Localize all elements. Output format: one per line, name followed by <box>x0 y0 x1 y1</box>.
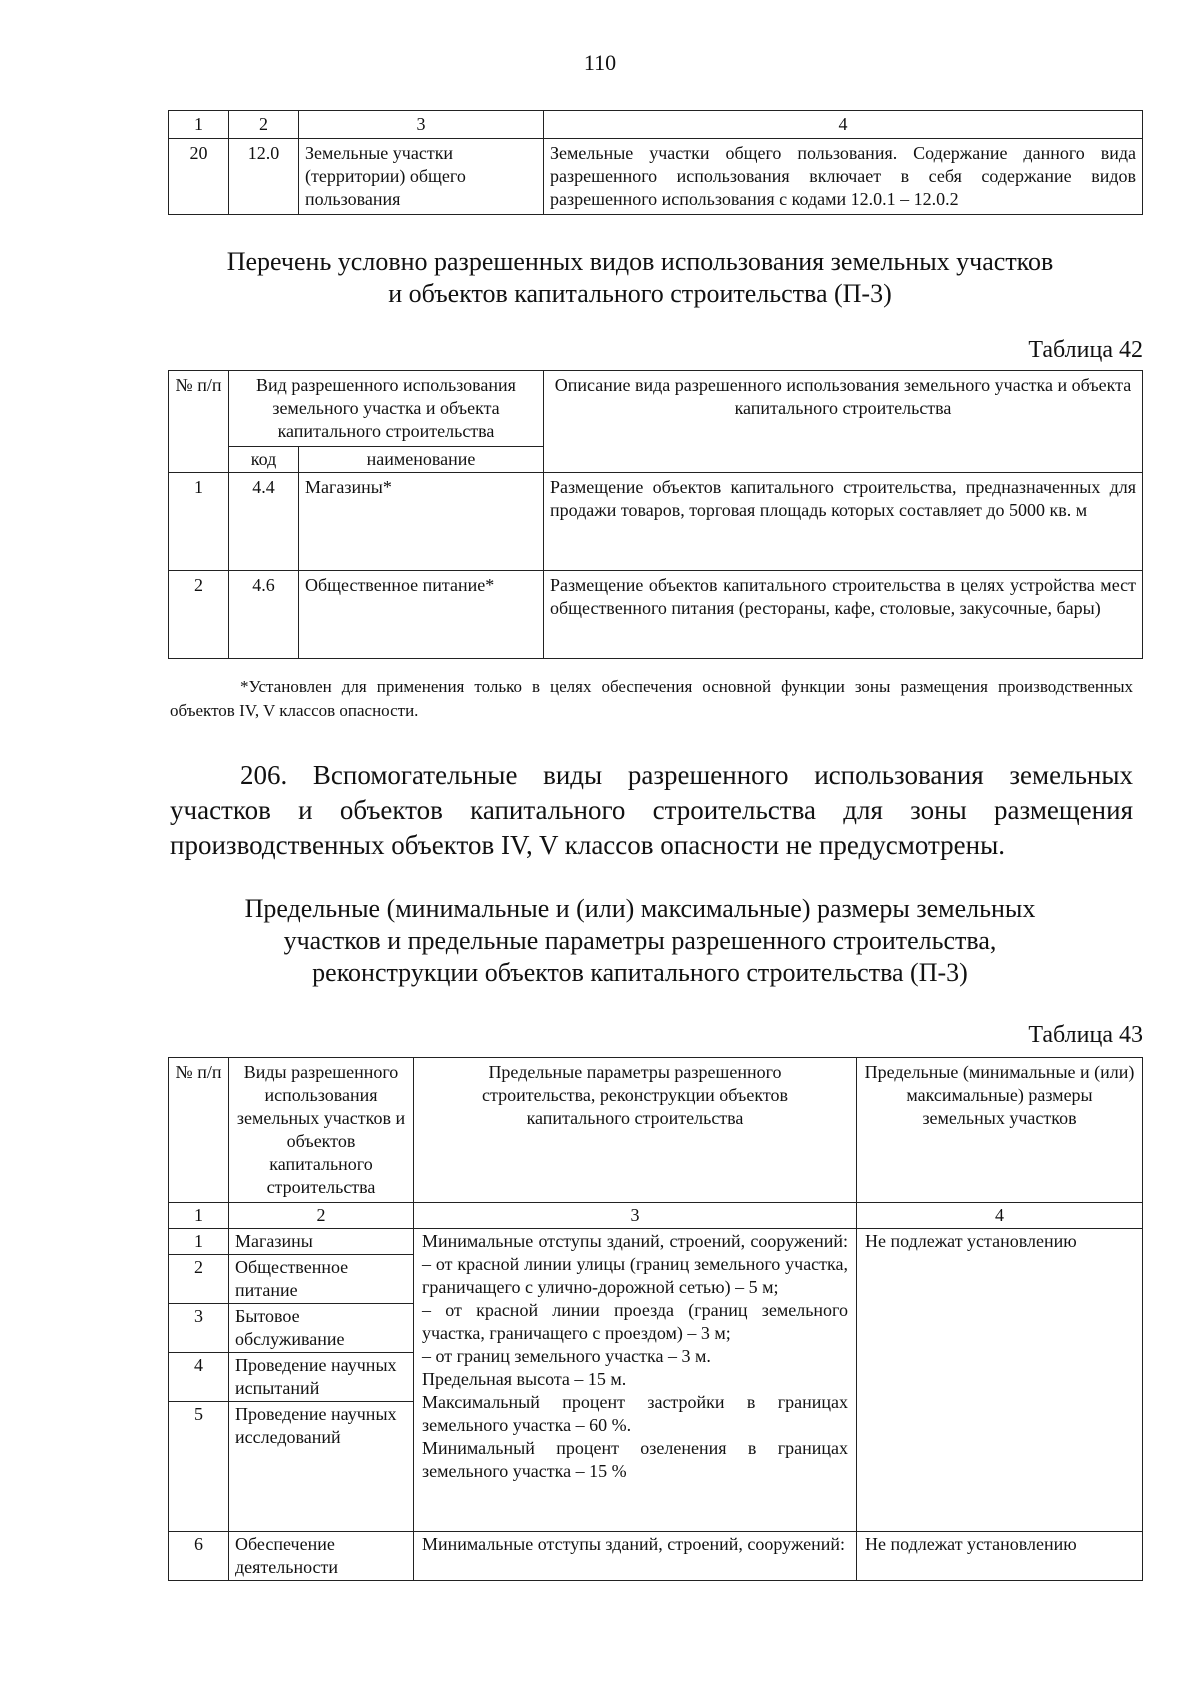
t43-row1-name: Магазины <box>229 1229 414 1255</box>
t43-row5-name: Проведение научных исследований <box>229 1402 414 1532</box>
t43-param-line: Предельная высота – 15 м. <box>422 1369 627 1389</box>
t43-row6-name: Обеспечение деятельности <box>229 1532 414 1581</box>
t43-row3-num: 3 <box>169 1304 229 1353</box>
t43-group1-params <box>414 1229 857 1532</box>
t42-row1-code: 4.4 <box>229 473 299 571</box>
row-name: Земельные участки (территории) общего пользования <box>299 139 544 215</box>
col-header-3: 3 <box>299 111 544 139</box>
t43-group1-sizes: Не подлежат установлению <box>857 1229 1143 1532</box>
page-number: 110 <box>583 50 617 75</box>
section1-title-line2: и объектов капитального строительства (П-3) <box>388 279 892 308</box>
t42-header-description: Описание вида разрешенного использования земельного участка и объекта капитального строительства <box>544 371 1143 473</box>
row-number: 20 <box>169 139 229 215</box>
t43-row2-name: Общественное питание <box>229 1255 414 1304</box>
t43-header-params: Предельные параметры разрешенного строительства, реконструкции объектов капитального строительства <box>414 1058 857 1203</box>
t43-row1-num: 1 <box>169 1229 229 1255</box>
col-header-4: 4 <box>544 111 1143 139</box>
continuation-table <box>168 110 1143 215</box>
t43-colnum-3: 3 <box>414 1203 857 1229</box>
t43-row5-num: 5 <box>169 1402 229 1532</box>
t43-row6-num: 6 <box>169 1532 229 1581</box>
col-header-1: 1 <box>169 111 229 139</box>
t43-colnum-2: 2 <box>229 1203 414 1229</box>
table-43 <box>168 1057 1143 1581</box>
col-header-2: 2 <box>229 111 299 139</box>
t43-param-line: Минимальный процент озеленения в границах земельного участка – 15 % <box>422 1438 848 1481</box>
t43-colnum-1: 1 <box>169 1203 229 1229</box>
t42-header-name: наименование <box>299 447 544 473</box>
t43-param-line: – от красной линии проезда (границ земельного участка, граничащего с проездом) – 3 м; <box>422 1300 848 1343</box>
row-description: Земельные участки общего пользования. Содержание данного вида разрешенного использования включает в себя содержание видов разрешенного использования с кодами 12.0.1 – 12.0.2 <box>544 139 1143 215</box>
table43-caption: Таблица 43 <box>1028 1022 1143 1048</box>
t42-header-code: код <box>229 447 299 473</box>
t43-colnum-4: 4 <box>857 1203 1143 1229</box>
t42-row2-code: 4.6 <box>229 571 299 659</box>
t43-row6-params: Минимальные отступы зданий, строений, сооружений: <box>414 1532 857 1581</box>
t43-param-line: Максимальный процент застройки в границах земельного участка – 60 %. <box>422 1392 848 1435</box>
t42-row2-num: 2 <box>169 571 229 659</box>
t43-row2-num: 2 <box>169 1255 229 1304</box>
t42-row1-num: 1 <box>169 473 229 571</box>
paragraph-206: 206. Вспомогательные виды разрешенного использования земельных участков и объектов капитального строительства для зоны размещения производственных объектов IV, V классов опасности не предусмотрены. <box>170 760 1133 860</box>
table42-caption: Таблица 42 <box>1028 337 1143 363</box>
t43-row3-name: Бытовое обслуживание <box>229 1304 414 1353</box>
t43-param-line: – от красной линии улицы (границ земельного участка, граничащего с улично-дорожной сетью) – 5 м; <box>422 1254 848 1297</box>
section1-title-line1: Перечень условно разрешенных видов использования земельных участков <box>226 247 1054 276</box>
table-42 <box>168 370 1143 659</box>
t43-header-kinds: Виды разрешенного использования земельных участков и объектов капитального строительства <box>229 1058 414 1203</box>
t42-header-kind: Вид разрешенного использования земельного участка и объекта капитального строительства <box>229 371 544 447</box>
t42-row1-description: Размещение объектов капитального строительства, предназначенных для продажи товаров, торговая площадь которых составляет до 5000 кв. м <box>544 473 1143 571</box>
t43-param-line: Минимальные отступы зданий, строений, сооружений: <box>422 1231 848 1251</box>
t42-row1-name: Магазины* <box>299 473 544 571</box>
t42-row2-description: Размещение объектов капитального строительства в целях устройства мест общественного питания (рестораны, кафе, столовые, закусочные, бары) <box>544 571 1143 659</box>
t43-header-num: № п/п <box>169 1058 229 1203</box>
section2-title-line3: реконструкции объектов капитального строительства (П-3) <box>312 958 968 987</box>
t42-header-num: № п/п <box>169 371 229 473</box>
t43-row4-num: 4 <box>169 1353 229 1402</box>
t43-header-sizes: Предельные (минимальные и (или) максимальные) размеры земельных участков <box>857 1058 1143 1203</box>
footnote: *Установлен для применения только в целях обеспечения основной функции зоны размещения производственных объектов IV, V классов опасности. <box>170 677 1133 720</box>
section2-title-line1: Предельные (минимальные и (или) максимальные) размеры земельных <box>244 894 1036 923</box>
t43-row4-name: Проведение научных испытаний <box>229 1353 414 1402</box>
section2-title-line2: участков и предельные параметры разрешенного строительства, <box>283 926 997 955</box>
t43-row6-sizes: Не подлежат установлению <box>857 1532 1143 1581</box>
row-code: 12.0 <box>229 139 299 215</box>
t42-row2-name: Общественное питание* <box>299 571 544 659</box>
t43-param-line: – от границ земельного участка – 3 м. <box>422 1346 711 1366</box>
